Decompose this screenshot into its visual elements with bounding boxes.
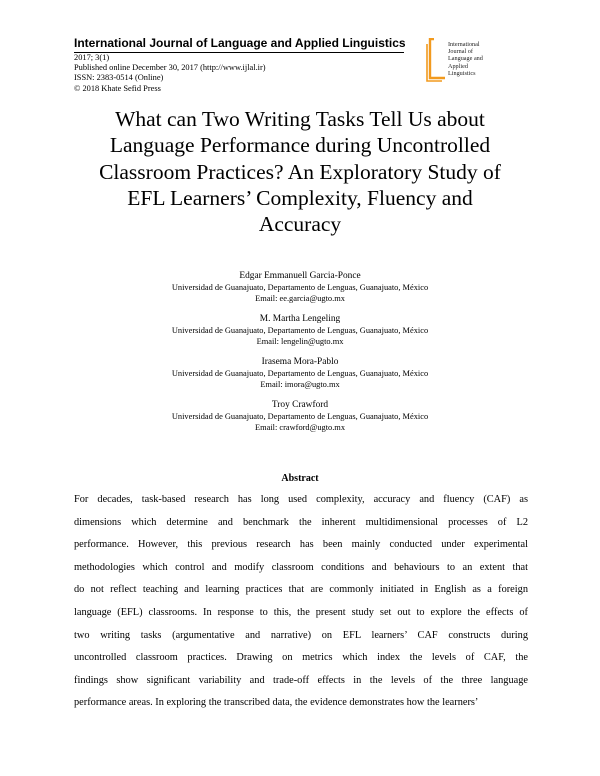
title-line: Language Performance during Uncontrolled [109, 133, 491, 158]
abstract-line: uncontrolled classroom practices. Drawing on metrics which index the levels of CAF, the [74, 652, 528, 664]
abstract-line: two writing tasks (argumentative and narrative) on EFL learners’ CAF constructs during [74, 629, 528, 641]
copyright: © 2018 Khate Sefid Press [74, 83, 161, 93]
author-block [0, 270, 600, 304]
logo-line: Journal of [448, 48, 473, 56]
issn: ISSN: 2383-0514 (Online) [74, 73, 164, 83]
journal-header [74, 36, 414, 94]
abstract-line: do not reflect teaching and learning practices that are commonly initiated in English as a foreign [74, 584, 528, 596]
author-name: Troy Crawford [271, 399, 329, 410]
abstract-line: For decades, task-based research has long used complexity, accuracy and fluency (CAF) as [74, 494, 528, 505]
author-name: Edgar Emmanuell Garcia-Ponce [239, 271, 361, 281]
logo-line: International [448, 41, 480, 48]
title-line: Accuracy [258, 212, 342, 237]
author-email: Email: lengelin@ugto.mx [256, 337, 344, 347]
header-rule [74, 52, 404, 53]
author-affiliation: Universidad de Guanajuato, Departamento de Lenguas, Guanajuato, México [171, 368, 429, 378]
abstract-body [74, 489, 528, 715]
author-email: Email: ee.garcia@ugto.mx [255, 294, 345, 304]
article-title [60, 106, 540, 237]
journal-logo-mark-icon [424, 38, 446, 82]
publication-date: Published online December 30, 2017 (http://www.ijlal.ir) [74, 63, 266, 73]
abstract-line: methodologies which control and modify classroom conditions and behaviours to an extent that [74, 561, 528, 573]
abstract-line: findings show significant variability and trade-off effects in the levels of the three language [74, 674, 528, 686]
author-affiliation: Universidad de Guanajuato, Departamento de Lenguas, Guanajuato, México [171, 411, 429, 421]
journal-logo-text [448, 41, 528, 77]
author-block [0, 313, 600, 347]
journal-logo [424, 36, 534, 86]
title-line: What can Two Writing Tasks Tell Us about [115, 107, 485, 131]
author-block [0, 356, 600, 390]
journal-volume: 2017; 3(1) [74, 53, 110, 62]
abstract-line: dimensions which determine and benchmark the inherent multidimensional processes of L2 [74, 516, 528, 528]
author-list [0, 270, 600, 442]
author-name: M. Martha Lengeling [259, 313, 341, 324]
logo-line: Language and [448, 55, 483, 63]
abstract-heading: Abstract [281, 473, 319, 484]
abstract-line: language (EFL) classrooms. In response to this, the present study set out to explore the effects of [74, 606, 528, 618]
logo-line: Applied [448, 62, 468, 70]
author-email: Email: imora@ugto.mx [260, 380, 340, 390]
abstract-line: performance. However, this previous research has been mainly conducted under experimental [74, 539, 528, 551]
title-line: EFL Learners’ Complexity, Fluency and [127, 185, 473, 210]
author-name: Irasema Mora-Pablo [261, 356, 339, 367]
logo-line: Linguistics [448, 69, 476, 77]
journal-name: International Journal of Language and Applied Linguistics [74, 36, 406, 50]
author-affiliation: Universidad de Guanajuato, Departamento de Lenguas, Guanajuato, México [171, 325, 429, 335]
author-affiliation: Universidad de Guanajuato, Departamento de Lenguas, Guanajuato, México [171, 283, 429, 292]
author-email: Email: crawford@ugto.mx [254, 422, 346, 432]
author-block [0, 399, 600, 433]
title-line: Classroom Practices? An Exploratory Study of [99, 159, 501, 184]
abstract-line: performance areas. In exploring the transcribed data, the evidence demonstrates how the learners’ [74, 697, 479, 709]
